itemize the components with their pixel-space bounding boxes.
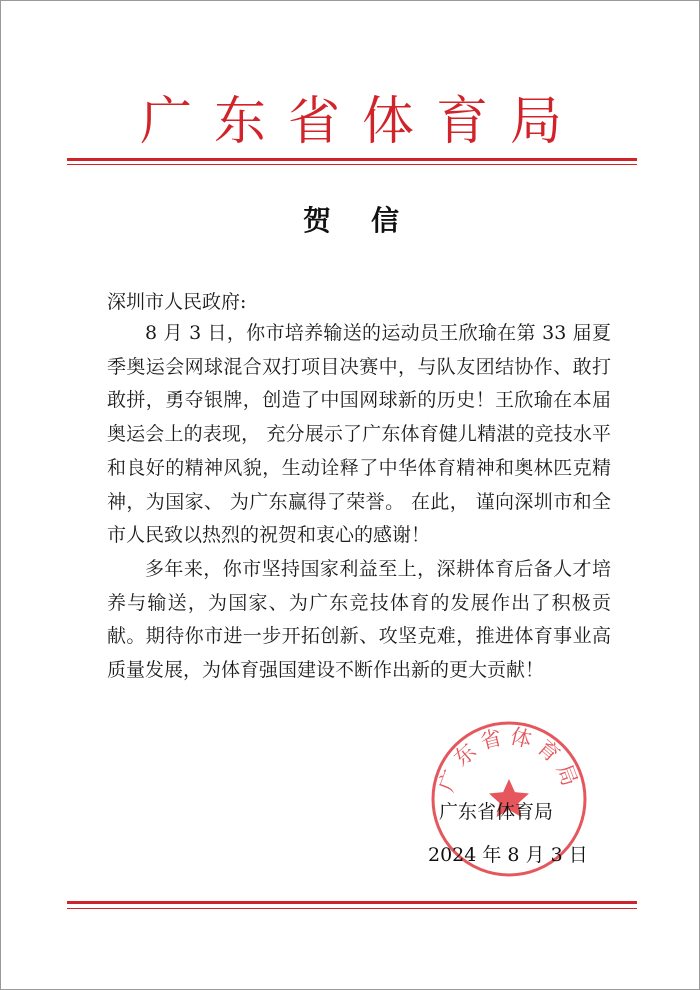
body-paragraph-1: 8 月 3 日，你市培养输送的运动员王欣瑜在第 33 届夏季奥运会网球混合双打项目决赛中，与队友团结协作、敢打敢拼，勇夺银牌，创造了中国网球新的历史！王欣瑜在本届奥运会上的表现， 充分展示了广东体育健儿精湛的竞技水平和良好的精神风貌，生动诠释了中华体育精神和奥林匹克精神，为国家、 为广东赢得了荣誉。 在此， 谨向深圳市和全市人民致以热烈的祝贺和衷心的感谢！ <box>107 322 611 547</box>
signature-date: 2024 年 8 月 3 日 <box>428 844 588 866</box>
letterhead-rule-thick <box>67 158 637 161</box>
document-title: 贺信 <box>302 204 439 237</box>
seal-text: 广东省体育局 <box>434 724 584 795</box>
letter-body <box>107 317 611 688</box>
signature-issuer: 广东省体育局 <box>439 801 554 823</box>
footer-rule-thick <box>67 901 637 904</box>
letterhead-title: 广东省体育局 <box>139 92 584 152</box>
salutation: 深圳市人民政府: <box>107 291 247 313</box>
body-paragraph-2: 多年来，你市坚持国家利益至上，深耕体育后备人才培养与输送，为国家、为广东竞技体育的发展作出了积极贡献。期待你市进一步开拓创新、攻坚克难，推进体育事业高质量发展，为体育强国建设不断作出新的更大贡献！ <box>107 557 611 682</box>
letterhead-rule-thin <box>67 164 637 165</box>
footer-rule-thin <box>67 908 637 909</box>
